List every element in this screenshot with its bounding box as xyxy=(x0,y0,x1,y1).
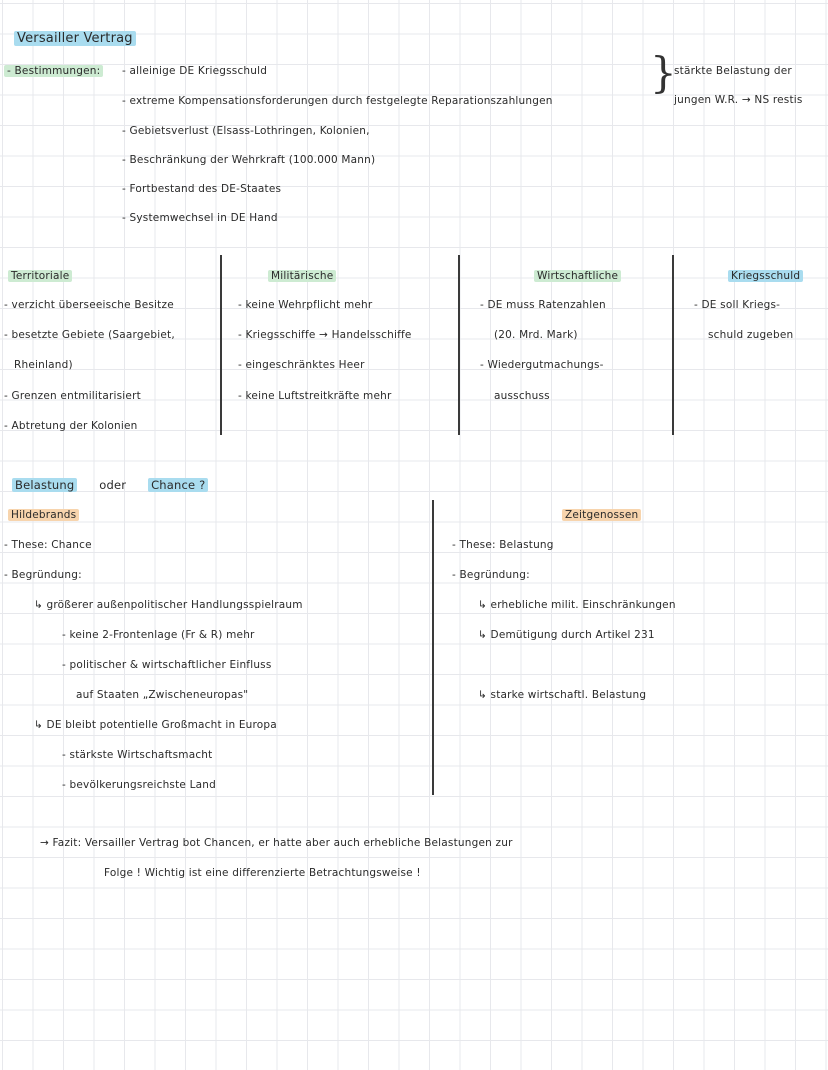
zeitgenossen-line: ↳ erhebliche milit. Einschränkungen xyxy=(478,599,676,611)
wirtschaftliche-item: ausschuss xyxy=(494,390,550,402)
hildebrands-line: - politischer & wirtschaftlicher Einfluss xyxy=(62,659,272,671)
hildebrands-line: ↳ DE bleibt potentielle Großmacht in Europa xyxy=(34,719,277,731)
zeitgenossen-begruendung: - Begründung: xyxy=(452,569,530,581)
zeitgenossen-line: ↳ Demütigung durch Artikel 231 xyxy=(478,629,655,641)
page-title: Versailler Vertrag xyxy=(14,32,136,46)
bestimmung-item: - extreme Kompensationsforderungen durch festgelegte Reparationszahlungen xyxy=(122,95,553,107)
territoriale-item: Rheinland) xyxy=(14,359,73,371)
brace-note: stärkte Belastung der xyxy=(674,65,792,77)
wirtschaftliche-item: - DE muss Ratenzahlen xyxy=(480,299,606,311)
militaerische-item: - Kriegsschiffe → Handelsschiffe xyxy=(238,329,412,341)
kriegsschuld-item: - DE soll Kriegs- xyxy=(694,299,781,311)
column-heading-kriegsschuld: Kriegsschuld xyxy=(728,269,803,283)
territoriale-item: - Grenzen entmilitarisiert xyxy=(4,390,141,402)
territoriale-item: - verzicht überseeische Besitze xyxy=(4,299,174,311)
bestimmung-item: - Beschränkung der Wehrkraft (100.000 Mann) xyxy=(122,154,376,166)
brace-note: jungen W.R. → NS restis xyxy=(674,94,803,106)
fazit-line: Folge ! Wichtig ist eine differenzierte Betrachtungsweise ! xyxy=(104,867,421,879)
section-title: Belastung oder Chance ? xyxy=(12,478,208,492)
hildebrands-heading: Hildebrands xyxy=(8,508,79,522)
militaerische-item: - keine Wehrpflicht mehr xyxy=(238,299,373,311)
zeitgenossen-line: ↳ starke wirtschaftl. Belastung xyxy=(478,689,647,701)
territoriale-item: - besetzte Gebiete (Saargebiet, xyxy=(4,329,175,341)
hildebrands-these: - These: Chance xyxy=(4,539,92,551)
militaerische-item: - eingeschränktes Heer xyxy=(238,359,365,371)
wirtschaftliche-item: (20. Mrd. Mark) xyxy=(494,329,578,341)
zeitgenossen-these: - These: Belastung xyxy=(452,539,554,551)
hildebrands-line: ↳ größerer außenpolitischer Handlungsspielraum xyxy=(34,599,303,611)
kriegsschuld-item: schuld zugeben xyxy=(708,329,794,341)
hildebrands-line: - keine 2-Frontenlage (Fr & R) mehr xyxy=(62,629,255,641)
column-heading-wirtschaftliche: Wirtschaftliche xyxy=(534,269,621,283)
bestimmung-item: - Systemwechsel in DE Hand xyxy=(122,212,278,224)
hildebrands-begruendung: - Begründung: xyxy=(4,569,82,581)
hildebrands-line: - bevölkerungsreichste Land xyxy=(62,779,217,791)
militaerische-item: - keine Luftstreitkräfte mehr xyxy=(238,390,392,402)
section-divider xyxy=(432,500,434,795)
column-divider xyxy=(458,255,460,435)
hildebrands-line: - stärkste Wirtschaftsmacht xyxy=(62,749,213,761)
column-heading-territoriale: Territoriale xyxy=(8,269,72,283)
bestimmung-item: - alleinige DE Kriegsschuld xyxy=(122,65,268,77)
territoriale-item: - Abtretung der Kolonien xyxy=(4,420,138,432)
wirtschaftliche-item: - Wiedergutmachungs- xyxy=(480,359,604,371)
fazit-line: → Fazit: Versailler Vertrag bot Chancen, er hatte aber auch erhebliche Belastungen zur xyxy=(40,837,513,849)
bestimmungen-label: - Bestimmungen: xyxy=(4,64,103,78)
column-divider xyxy=(220,255,222,435)
hildebrands-line: auf Staaten „Zwischeneuropas" xyxy=(76,689,249,701)
zeitgenossen-heading: Zeitgenossen xyxy=(562,508,641,522)
column-divider xyxy=(672,255,674,435)
bestimmung-item: - Gebietsverlust (Elsass-Lothringen, Kolonien, xyxy=(122,125,370,137)
bestimmung-item: - Fortbestand des DE-Staates xyxy=(122,183,282,195)
curly-brace: } xyxy=(650,48,677,97)
column-heading-militaerische: Militärische xyxy=(268,269,336,283)
